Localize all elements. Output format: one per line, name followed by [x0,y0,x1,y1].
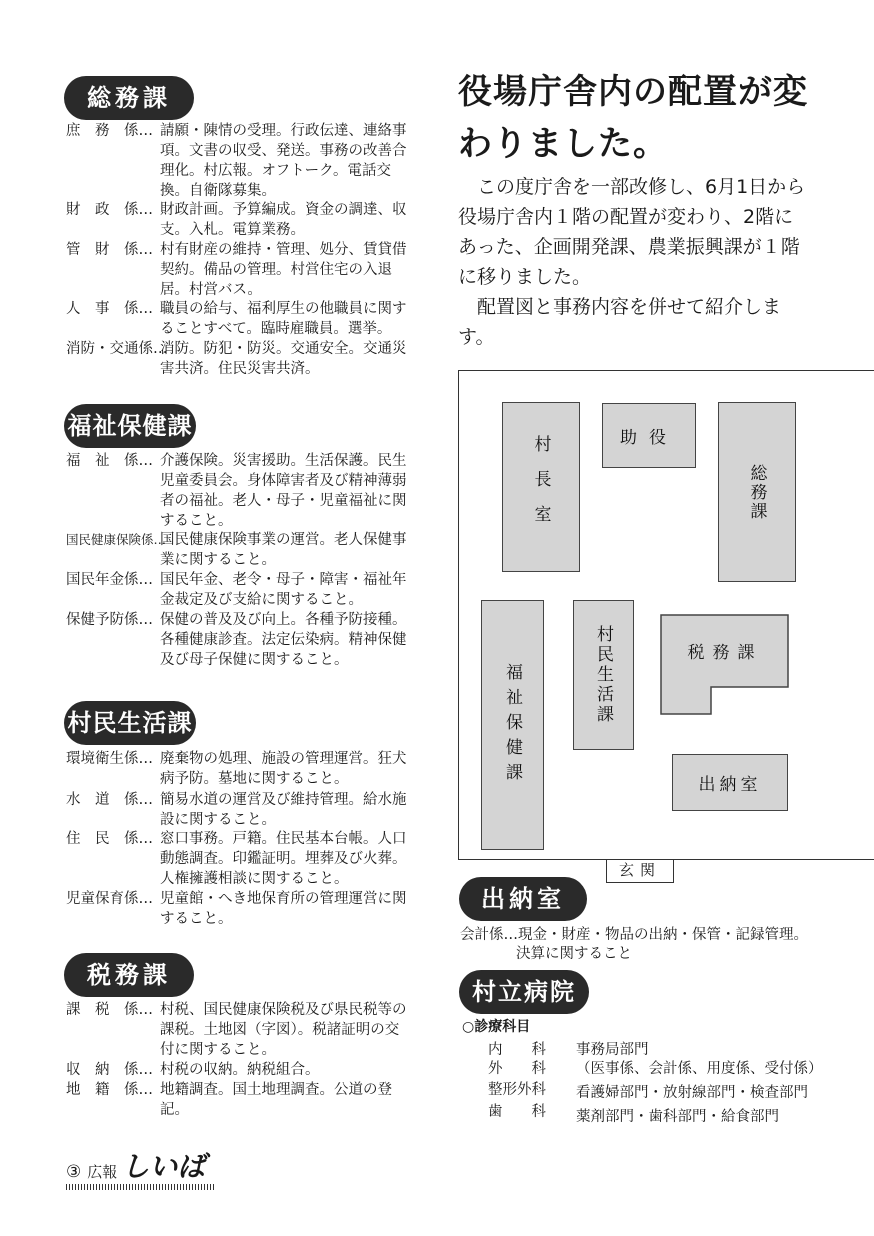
item-desc: 村税の収納。納税組合。 [160,1062,320,1078]
dept-internal: 内 科 [488,1042,546,1058]
item-desc: 児童館・へき地保育所の管理運営に関すること。 [160,891,407,927]
item-label: 国民健康保険係… [66,532,167,547]
item-label: 財 政 係… [66,202,153,218]
item-desc: 国民健康保険事業の運営。老人保健事業に関すること。 [160,532,407,568]
room-zeimu-label: 税務課 [687,643,763,663]
lead-text [458,172,808,352]
footer-logo-text: しいば [121,1150,206,1183]
item-desc: 職員の給与、福利厚生の他職員に関することすべて。臨時雇職員。選挙。 [160,301,407,337]
item-label: 国民年金係… [66,572,153,588]
item-desc: 地籍調査。国土地理調査。公道の登記。 [160,1082,392,1118]
room-suito [672,754,788,811]
entrance-label: 玄関 [606,859,674,883]
suito-line-1: 会計係…現金・財産・物品の出納・保管・記録管理。 [460,927,808,943]
item-label: 庶 務 係… [66,123,153,139]
item-desc: 廃棄物の処理、施設の管理運営。狂犬病予防。墓地に関すること。 [160,751,407,787]
item-desc: 保健の普及及び向上。各種予防接種。各種健康診査。法定伝染病。精神保健及び母子保健に関すること。 [160,612,407,668]
lead-paragraph-2: 配置図と事務内容を併せて紹介します。 [458,296,782,348]
lead-paragraph-1: この度庁舎を一部改修し、6月1日から役場庁舎内１階の配置が変わり、2階にあった、企画開発課、農業振興課が１階に移りました。 [458,176,806,288]
dept-surgery: 外 科 [488,1061,546,1077]
room-label: 総務課 [746,463,767,521]
item-label: 人 事 係… [66,301,153,317]
footer [66,1152,205,1182]
item-desc: 消防。防犯・防災。交通安全。交通災害共済。住民災害共済。 [160,341,407,377]
section-title-zeimu: 税務課 [64,953,194,997]
page-number: ③ [66,1162,82,1182]
item-desc: 財政計画。予算編成。資金の調達、収支。入札。電算業務。 [160,202,407,238]
hospital-subhead: ○診療科目 [462,1019,531,1035]
dept-dental: 歯 科 [488,1104,546,1120]
item-desc: 簡易水道の運営及び維持管理。給水施設に関すること。 [160,792,407,828]
suito-line-2: 決算に関すること [516,946,632,962]
item-label: 福 祉 係… [66,453,153,469]
section-title-fukushi: 福祉保健課 [64,404,196,448]
room-label: 福祉保健課 [502,662,522,788]
item-desc: 村有財産の維持・管理、処分、賃貸借契約。備品の管理。村営住宅の入退居。村営バス。 [160,242,407,298]
footer-publication: 広報 [87,1163,118,1181]
room-label: 出納室 [698,775,762,795]
item-desc: 国民年金、老令・母子・障害・福祉年金裁定及び支給に関すること。 [160,572,407,608]
item-desc: 請願・陳情の受理。行政伝達、連絡事項。文書の収受、発送。事務の改善合理化。村広報。オフトーク。電話交換。自衛隊募集。 [160,123,407,199]
section-title-soumu: 総務課 [64,76,194,120]
room-soncho [502,402,580,572]
item-label: 保健予防係… [66,612,153,628]
section-nursing: 看護婦部門・放射線部門・検査部門 [576,1085,808,1101]
section-office-detail: （医事係、会計係、用度係、受付係） [576,1061,823,1077]
room-fukushi [481,600,544,850]
item-desc: 村税、国民健康保険税及び県民税等の課税。土地図（字図）。税諸証明の交付に関すること。 [160,1002,407,1058]
item-label: 収 納 係… [66,1062,153,1078]
section-title-hospital: 村立病院 [459,970,589,1014]
room-label: 村民生活課 [593,625,613,725]
room-sonmin [573,600,634,750]
item-desc: 窓口事務。戸籍。住民基本台帳。人口動態調査。印鑑証明。埋葬及び火葬。人権擁護相談に関すること。 [160,831,407,887]
room-joyaku [602,403,696,468]
section-title-suito: 出納室 [459,877,587,921]
page-headline: 役場庁舎内の配置が変わりました。 [458,72,808,164]
item-label: 管 財 係… [66,242,153,258]
section-pharmacy: 薬剤部門・歯科部門・給食部門 [576,1109,779,1125]
item-label: 児童保育係… [66,891,153,907]
item-label: 住 民 係… [66,831,153,847]
room-soumu [718,402,796,582]
section-title-sonmin: 村民生活課 [64,701,196,745]
dept-orthopedics: 整形外科 [488,1082,546,1098]
room-label: 助役 [620,428,678,448]
item-label: 地 籍 係… [66,1082,153,1098]
item-label: 環境衛生係… [66,751,153,767]
item-label: 課 税 係… [66,1002,153,1018]
footer-rule [66,1184,216,1190]
item-label: 水 道 係… [66,792,153,808]
item-label: 消防・交通係… [66,341,168,357]
section-office: 事務局部門 [576,1042,649,1058]
room-zeimu-shape [660,614,790,716]
item-desc: 介護保険。災害援助。生活保護。民生児童委員会。身体障害者及び精神薄弱者の福祉。老人・母子・児童福祉に関すること。 [160,453,407,529]
room-label: 村長室 [530,434,551,540]
